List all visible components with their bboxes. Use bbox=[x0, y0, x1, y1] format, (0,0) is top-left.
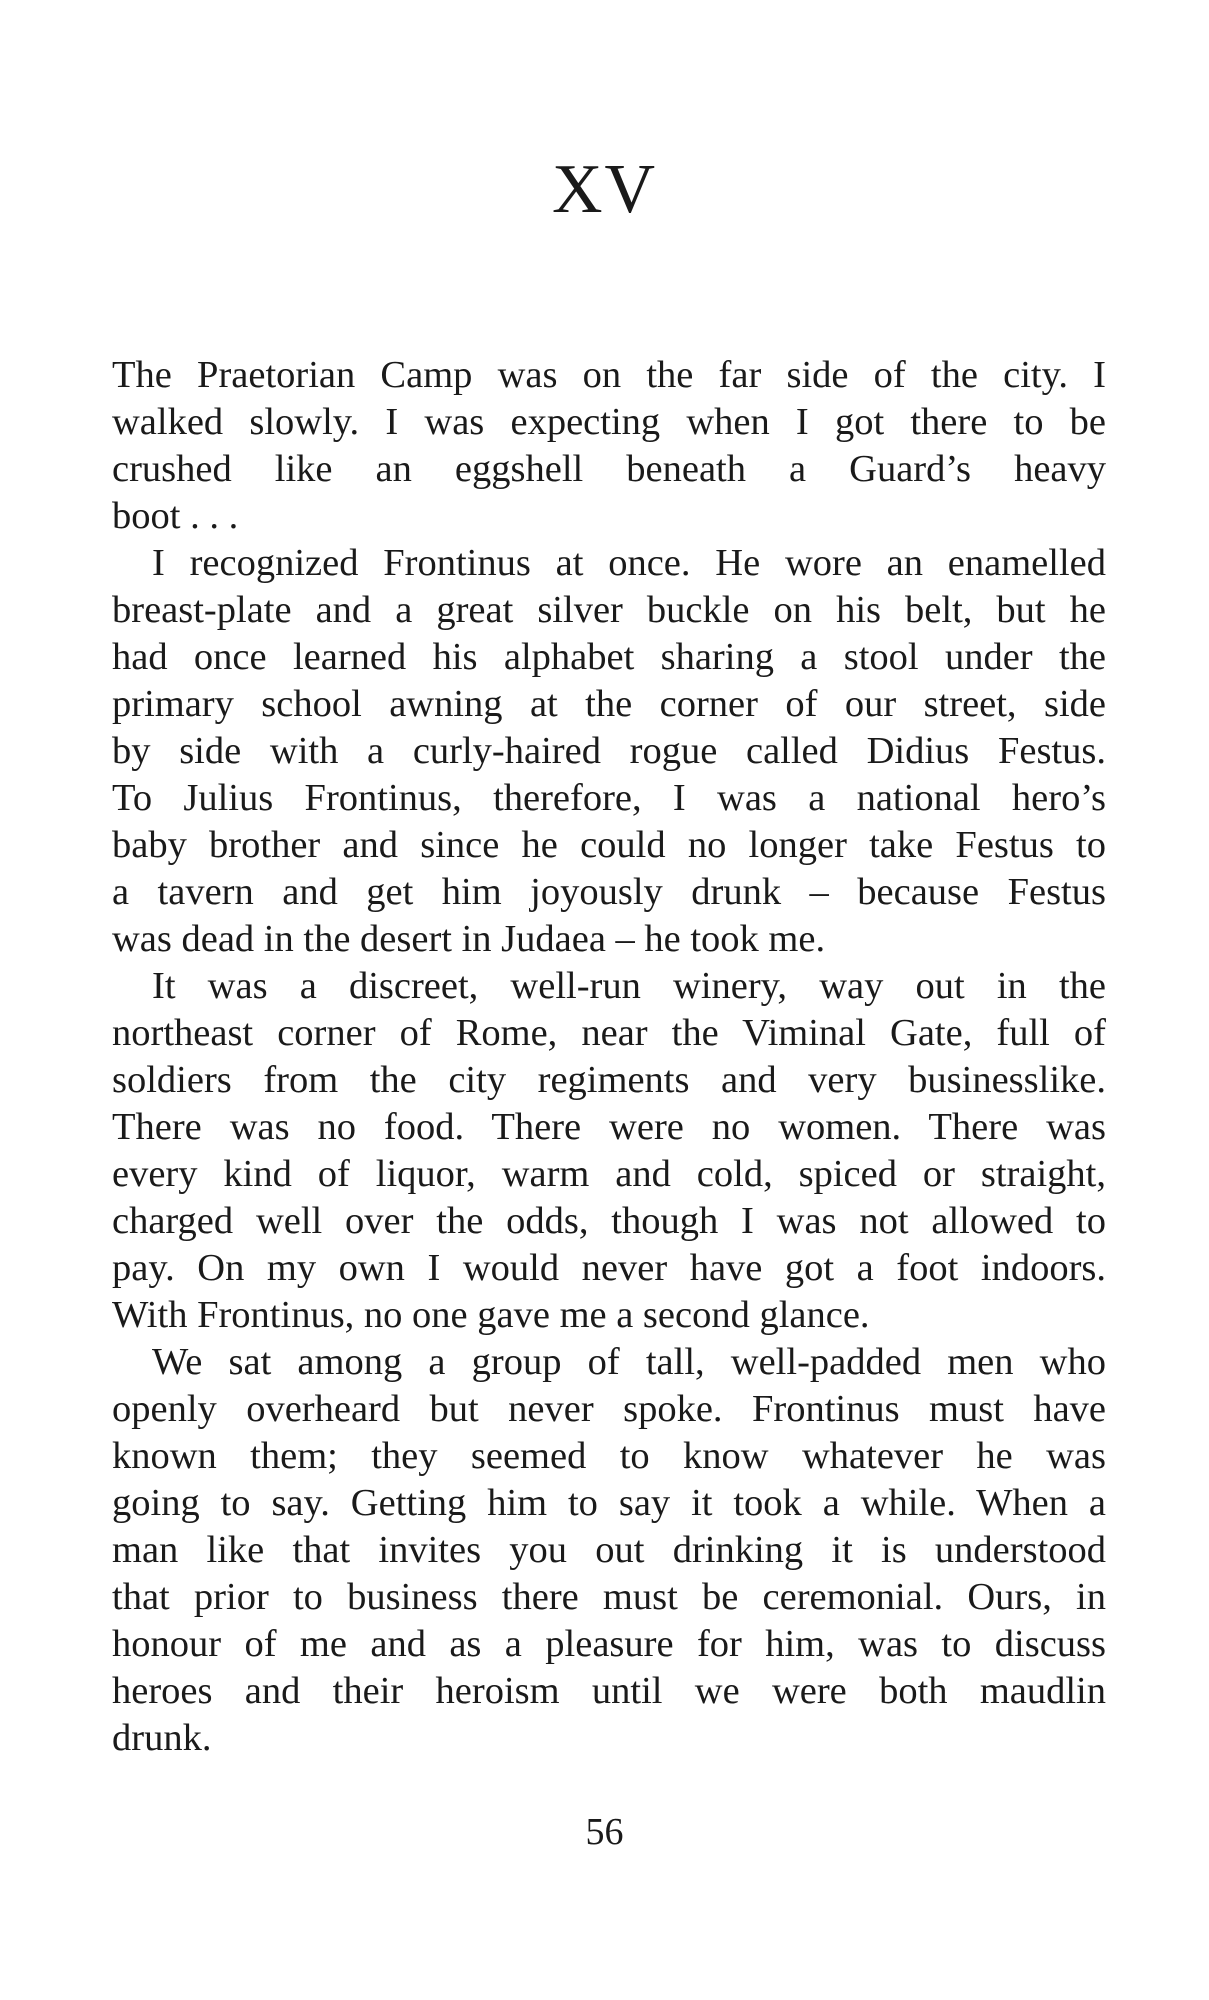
text-line: a tavern and get him joyously drunk – because Festus bbox=[112, 871, 1106, 913]
text-line: every kind of liquor, warm and cold, spiced or straight, bbox=[112, 1153, 1106, 1195]
text-line: To Julius Frontinus, therefore, I was a national hero’s bbox=[112, 777, 1106, 819]
text-line: pay. On my own I would never have got a foot indoors. bbox=[112, 1247, 1106, 1289]
chapter-heading: XV bbox=[551, 151, 658, 228]
text-line: honour of me and as a pleasure for him, was to discuss bbox=[112, 1623, 1106, 1665]
text-line: We sat among a group of tall, well-padded men who bbox=[152, 1341, 1106, 1383]
text-line: boot . . . bbox=[112, 495, 239, 537]
paragraph bbox=[112, 1339, 1106, 1762]
text-line: primary school awning at the corner of our street, side bbox=[112, 683, 1106, 725]
text-line: had once learned his alphabet sharing a stool under the bbox=[112, 636, 1106, 678]
text-line: drunk. bbox=[112, 1717, 212, 1759]
text-line: that prior to business there must be ceremonial. Ours, in bbox=[112, 1576, 1106, 1618]
text-line: The Praetorian Camp was on the far side of the city. I bbox=[112, 354, 1106, 396]
text-line: was dead in the desert in Judaea – he took me. bbox=[112, 918, 826, 960]
text-line: There was no food. There were no women. There was bbox=[112, 1106, 1106, 1148]
text-line: charged well over the odds, though I was not allowed to bbox=[112, 1200, 1106, 1242]
text-line: man like that invites you out drinking it is understood bbox=[112, 1529, 1106, 1571]
text-line: It was a discreet, well-run winery, way out in the bbox=[152, 965, 1106, 1007]
text-line: baby brother and since he could no longer take Festus to bbox=[112, 824, 1106, 866]
text-line: going to say. Getting him to say it took a while. When a bbox=[112, 1482, 1106, 1524]
text-line: With Frontinus, no one gave me a second glance. bbox=[112, 1294, 870, 1336]
paragraph bbox=[112, 540, 1106, 963]
text-line: soldiers from the city regiments and very businesslike. bbox=[112, 1059, 1106, 1101]
text-line: breast-plate and a great silver buckle on his belt, but he bbox=[112, 589, 1106, 631]
text-line: by side with a curly-haired rogue called Didius Festus. bbox=[112, 730, 1106, 772]
text-line: heroes and their heroism until we were both maudlin bbox=[112, 1670, 1106, 1712]
text-line: openly overheard but never spoke. Frontinus must have bbox=[112, 1388, 1106, 1430]
text-line: crushed like an eggshell beneath a Guard’s heavy bbox=[112, 448, 1106, 490]
chapter-body bbox=[112, 352, 1106, 1762]
text-line: walked slowly. I was expecting when I got there to be bbox=[112, 401, 1106, 443]
text-line: known them; they seemed to know whatever he was bbox=[112, 1435, 1106, 1477]
paragraph bbox=[112, 352, 1106, 540]
page-number: 56 bbox=[585, 1811, 624, 1853]
paragraph bbox=[112, 963, 1106, 1339]
text-line: I recognized Frontinus at once. He wore an enamelled bbox=[152, 542, 1106, 584]
text-line: northeast corner of Rome, near the Viminal Gate, full of bbox=[112, 1012, 1106, 1054]
